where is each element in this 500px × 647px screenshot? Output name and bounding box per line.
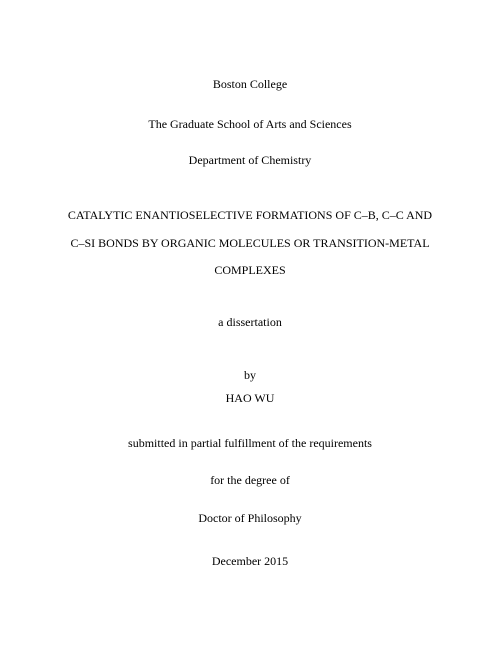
dissertation-title-line-3: COMPLEXES [214, 263, 286, 277]
dissertation-title-line-1: CATALYTIC ENANTIOSELECTIVE FORMATIONS OF C–B, C–C AND [67, 208, 433, 222]
submission-date: December 2015 [211, 554, 289, 568]
document-type: a dissertation [218, 315, 282, 329]
graduate-school-name: The Graduate School of Arts and Sciences [148, 117, 352, 131]
degree-intro: for the degree of [210, 473, 290, 487]
by-label: by [244, 368, 256, 382]
author-name: HAO WU [225, 391, 275, 405]
dissertation-title-line-2: C–SI BONDS BY ORGANIC MOLECULES OR TRANSITION-METAL [70, 236, 430, 250]
submission-statement: submitted in partial fulfillment of the requirements [128, 436, 372, 450]
degree-name: Doctor of Philosophy [198, 511, 302, 525]
department-name: Department of Chemistry [188, 153, 312, 167]
college-name: Boston College [212, 77, 288, 91]
